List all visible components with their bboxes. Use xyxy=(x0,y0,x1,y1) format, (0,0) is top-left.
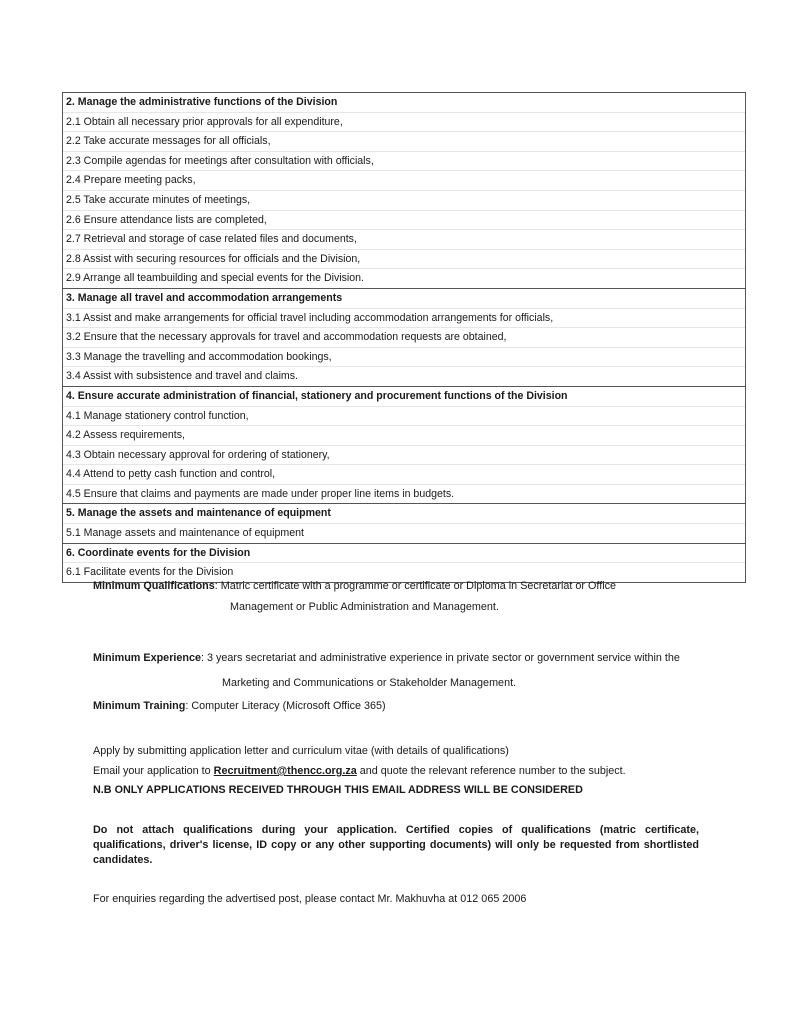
duty-item: 2.6 Ensure attendance lists are completed, xyxy=(63,210,745,230)
duty-item: 2.2 Take accurate messages for all officials, xyxy=(63,131,745,151)
training-label: Minimum Training xyxy=(93,700,186,712)
enquiries-contact: For enquiries regarding the advertised post, please contact Mr. Makhuvha at 012 065 2006 xyxy=(93,893,527,905)
duty-item: 4.3 Obtain necessary approval for ordering of stationery, xyxy=(63,445,745,465)
email-notice: N.B ONLY APPLICATIONS RECEIVED THROUGH THIS EMAIL ADDRESS WILL BE CONSIDERED xyxy=(93,784,583,796)
duty-section-heading: 2. Manage the administrative functions of the Division xyxy=(66,96,338,108)
duty-item: 3.3 Manage the travelling and accommodation bookings, xyxy=(63,347,745,367)
duty-item: 2.8 Assist with securing resources for officials and the Division, xyxy=(63,249,745,269)
experience-label: Minimum Experience xyxy=(93,652,202,664)
qualifications-text: : Matric certificate with a programme or certificate or Diploma in Secretariat or Office xyxy=(214,580,617,592)
duty-item: 5.1 Manage assets and maintenance of equipment xyxy=(63,523,745,543)
duty-item: 6.1 Facilitate events for the Division xyxy=(63,562,745,582)
minimum-training xyxy=(93,700,733,712)
duty-section-heading: 5. Manage the assets and maintenance of equipment xyxy=(66,507,331,520)
qualifications-label: Minimum Qualifications xyxy=(93,580,215,592)
training-text: : Computer Literacy (Microsoft Office 365) xyxy=(185,700,386,712)
duty-section xyxy=(63,543,745,582)
duty-item: 2.7 Retrieval and storage of case related files and documents, xyxy=(63,229,745,249)
duty-item: 2.1 Obtain all necessary prior approvals for all expenditure, xyxy=(63,112,745,132)
recruitment-email-link[interactable]: Recruitment@thencc.org.za xyxy=(213,765,357,777)
attachment-warning: Do not attach qualifications during your application. Certified copies of qualifications (matric certificate, qualifications, driver's license, ID copy or any other supporting documents) will only be requested from shortlisted candidates. xyxy=(93,824,699,866)
duty-item: 4.1 Manage stationery control function, xyxy=(63,406,745,426)
experience-text-continued: Marketing and Communications or Stakeholder Management. xyxy=(222,677,517,689)
duty-item: 3.2 Ensure that the necessary approvals for travel and accommodation requests are obtained, xyxy=(63,327,745,347)
duties-table xyxy=(62,92,746,583)
duty-item: 4.4 Attend to petty cash function and control, xyxy=(63,464,745,484)
duty-item: 2.3 Compile agendas for meetings after consultation with officials, xyxy=(63,151,745,171)
email-prefix: Email your application to xyxy=(93,765,214,777)
email-instructions xyxy=(93,765,733,777)
duty-section-heading: 4. Ensure accurate administration of financial, stationery and procurement functions of the Division xyxy=(66,389,568,402)
duty-item: 4.2 Assess requirements, xyxy=(63,425,745,445)
duty-item: 3.1 Assist and make arrangements for official travel including accommodation arrangements for officials, xyxy=(63,308,745,328)
duty-item: 2.5 Take accurate minutes of meetings, xyxy=(63,190,745,210)
duty-section xyxy=(63,503,745,542)
duty-section xyxy=(63,288,745,386)
duty-section xyxy=(63,386,745,504)
duty-section xyxy=(63,93,745,288)
minimum-experience xyxy=(93,652,733,664)
email-suffix: and quote the relevant reference number to the subject. xyxy=(356,765,626,777)
apply-instructions: Apply by submitting application letter and curriculum vitae (with details of qualifications) xyxy=(93,745,509,757)
duty-section-heading: 3. Manage all travel and accommodation arrangements xyxy=(66,291,343,304)
duty-item: 3.4 Assist with subsistence and travel and claims. xyxy=(63,366,745,386)
duty-item: 2.4 Prepare meeting packs, xyxy=(63,170,745,190)
qualifications-text-continued: Management or Public Administration and Management. xyxy=(230,601,499,613)
duty-section-heading: 6. Coordinate events for the Division xyxy=(66,546,251,559)
experience-text: : 3 years secretariat and administrative experience in private sector or government service within the xyxy=(201,652,680,664)
duty-item: 2.9 Arrange all teambuilding and special events for the Division. xyxy=(63,268,745,288)
duty-item: 4.5 Ensure that claims and payments are made under proper line items in budgets. xyxy=(63,484,745,504)
minimum-qualifications xyxy=(93,578,733,594)
